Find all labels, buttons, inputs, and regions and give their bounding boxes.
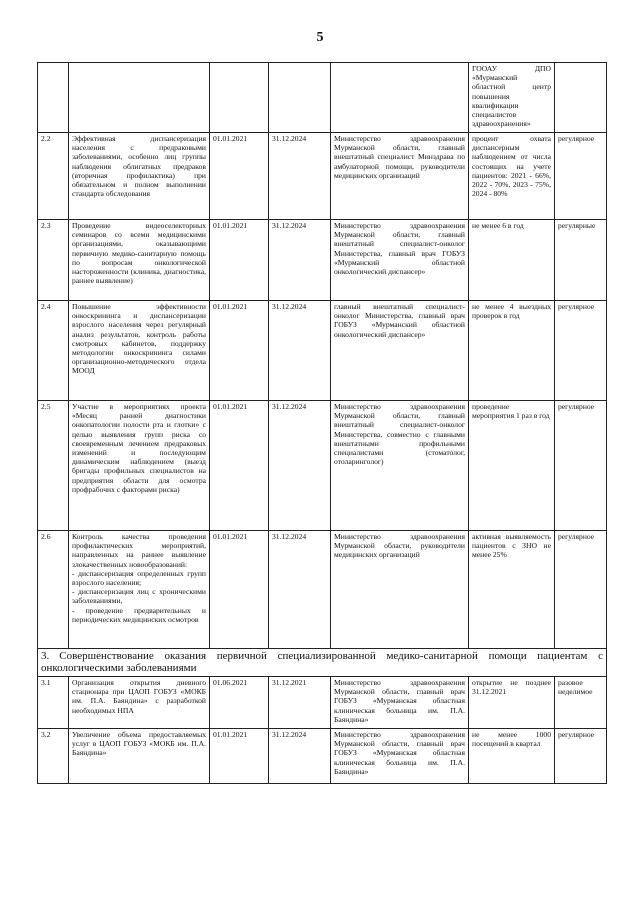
responsible-cell [331, 63, 469, 133]
start-date-cell: 01.01.2021 [210, 301, 269, 401]
start-date-cell: 01.01.2021 [210, 133, 269, 220]
activity-cell: Повышение эффективности онкоскрининга и диспансеризации взрослого населения через регулярный анализ результатов, контроль работы смотровых кабинетов, поддержку методологии онкоскрининга силами организационно-методического отдела МООД [69, 301, 210, 401]
end-date-cell: 31.12.2021 [269, 677, 331, 729]
end-date-cell [269, 63, 331, 133]
type-cell: регулярное [555, 301, 607, 401]
activity-cell: Участие в мероприятиях проекта «Месяц ранней диагностики онкопатологии полости рта и глотки» с целью выявления групп риска со своевременным лечением предраковых изменений и последующим динамическим наблюдением (выезд бригады профильных специалистов на предприятия области для осмотра профрабочих с факторами риска) [69, 401, 210, 531]
result-cell: не менее 4 выездных проверок в год [469, 301, 555, 401]
type-cell: разовое неделимое [555, 677, 607, 729]
end-date-cell: 31.12.2024 [269, 220, 331, 301]
end-date-cell: 31.12.2024 [269, 401, 331, 531]
section-title: Совершенствование оказания первичной специализированной медико-санитарной помощи пациентам с онкологическими заболеваниями [41, 650, 603, 674]
row-number: 2.4 [38, 301, 69, 401]
row-number: 3.2 [38, 729, 69, 784]
row-number: 2.6 [38, 531, 69, 649]
end-date-cell: 31.12.2024 [269, 301, 331, 401]
type-cell: регулярное [555, 133, 607, 220]
responsible-cell: Министерство здравоохранения Мурманской области, главный внештатный специалист-онколог Министерства, совместно с главными внештатными профильными специалистами (стоматолог, отоларинголог) [331, 401, 469, 531]
table-row [38, 531, 607, 649]
table-row [38, 301, 607, 401]
responsible-cell: Министерство здравоохранения Мурманской области, главный врач ГОБУЗ «Мурманская областная клиническая больница им. П.А. Баяндина» [331, 729, 469, 784]
start-date-cell: 01.01.2021 [210, 401, 269, 531]
responsible-cell: Министерство здравоохранения Мурманской области, главный внештатный специалист-онколог Министерства, главный врач ГОБУЗ «Мурманский областной онкологический диспансер» [331, 220, 469, 301]
table-row-continuation [38, 63, 607, 133]
row-number: 2.3 [38, 220, 69, 301]
responsible-cell: Министерство здравоохранения Мурманской области, главный врач ГОБУЗ «Мурманская областная клиническая больница им. П.А. Баяндина» [331, 677, 469, 729]
result-cell: ГООАУ ДПО «Мурманский областной центр повышения квалификации специалистов здравоохранения» [469, 63, 555, 133]
end-date-cell: 31.12.2024 [269, 729, 331, 784]
section-heading [38, 649, 607, 677]
section-heading-row [38, 649, 607, 677]
result-cell: процент охвата диспансерным наблюдением от числа состоящих на учете пациентов: 2021 - 66%, 2022 - 70%, 2023 - 75%, 2024 - 80% [469, 133, 555, 220]
start-date-cell: 01.01.2021 [210, 220, 269, 301]
section-number: 3. [41, 650, 50, 662]
activity-cell: Проведение видеоселекторных семинаров со всеми медицинскими организациями, оказывающими первичную медико-санитарную помощь по вопросам онкологической настороженности (клиника, диагностика, раннее выявление) [69, 220, 210, 301]
table-row [38, 133, 607, 220]
row-number: 2.5 [38, 401, 69, 531]
result-cell: проведение мероприятия 1 раз в год [469, 401, 555, 531]
start-date-cell: 01.01.2021 [210, 531, 269, 649]
type-cell: регулярные [555, 220, 607, 301]
result-cell: не менее 6 в год [469, 220, 555, 301]
table-row [38, 401, 607, 531]
result-cell: открытие не позднее 31.12.2021 [469, 677, 555, 729]
activity-cell: Контроль качества проведения профилактических мероприятий, направленных на раннее выявление злокачественных новообразований: - диспансеризация определенных групп взрослого населения; - диспансеризация лиц с хроническими заболеваниями, - проведение предварительных и периодических медицинских осмотров [69, 531, 210, 649]
type-cell: регулярное [555, 401, 607, 531]
row-number: 3.1 [38, 677, 69, 729]
end-date-cell: 31.12.2024 [269, 531, 331, 649]
activity-cell: Эффективная диспансеризация населения с предраковыми заболеваниями, особенно лиц группы наблюдения облигатных предраков (вторичная профилактика) при обязательном и полном выполнении стандарта обследования [69, 133, 210, 220]
activity-cell: Организация открытия дневного стационара при ЦАОП ГОБУЗ «МОКБ им. П.А. Баяндина» с разработкой необходимых НПА [69, 677, 210, 729]
activity-cell: Увеличение объема предоставляемых услуг в ЦАОП ГОБУЗ «МОКБ им. П.А. Баяндина» [69, 729, 210, 784]
start-date-cell: 01.06.2021 [210, 677, 269, 729]
start-date-cell: 01.01.2021 [210, 729, 269, 784]
action-plan-table [37, 62, 607, 784]
responsible-cell: главный внештатный специалист-онколог Министерства, главный врач ГОБУЗ «Мурманский областной онкологический диспансер» [331, 301, 469, 401]
table-row [38, 220, 607, 301]
table-row [38, 677, 607, 729]
type-cell [555, 63, 607, 133]
activity-cell [69, 63, 210, 133]
row-number: 2.2 [38, 133, 69, 220]
responsible-cell: Министерство здравоохранения Мурманской области, главный внештатный специалист Минздрава по амбулаторной помощи, руководители медицинских организаций [331, 133, 469, 220]
num-cell [38, 63, 69, 133]
type-cell: регулярное [555, 729, 607, 784]
end-date-cell: 31.12.2024 [269, 133, 331, 220]
result-cell: не менее 1000 посещений в квартал [469, 729, 555, 784]
page-number: 5 [316, 30, 324, 45]
responsible-cell: Министерство здравоохранения Мурманской области, руководители медицинских организаций [331, 531, 469, 649]
type-cell: регулярное [555, 531, 607, 649]
start-date-cell [210, 63, 269, 133]
table-row [38, 729, 607, 784]
result-cell: активная выявляемость пациентов с ЗНО не менее 25% [469, 531, 555, 649]
